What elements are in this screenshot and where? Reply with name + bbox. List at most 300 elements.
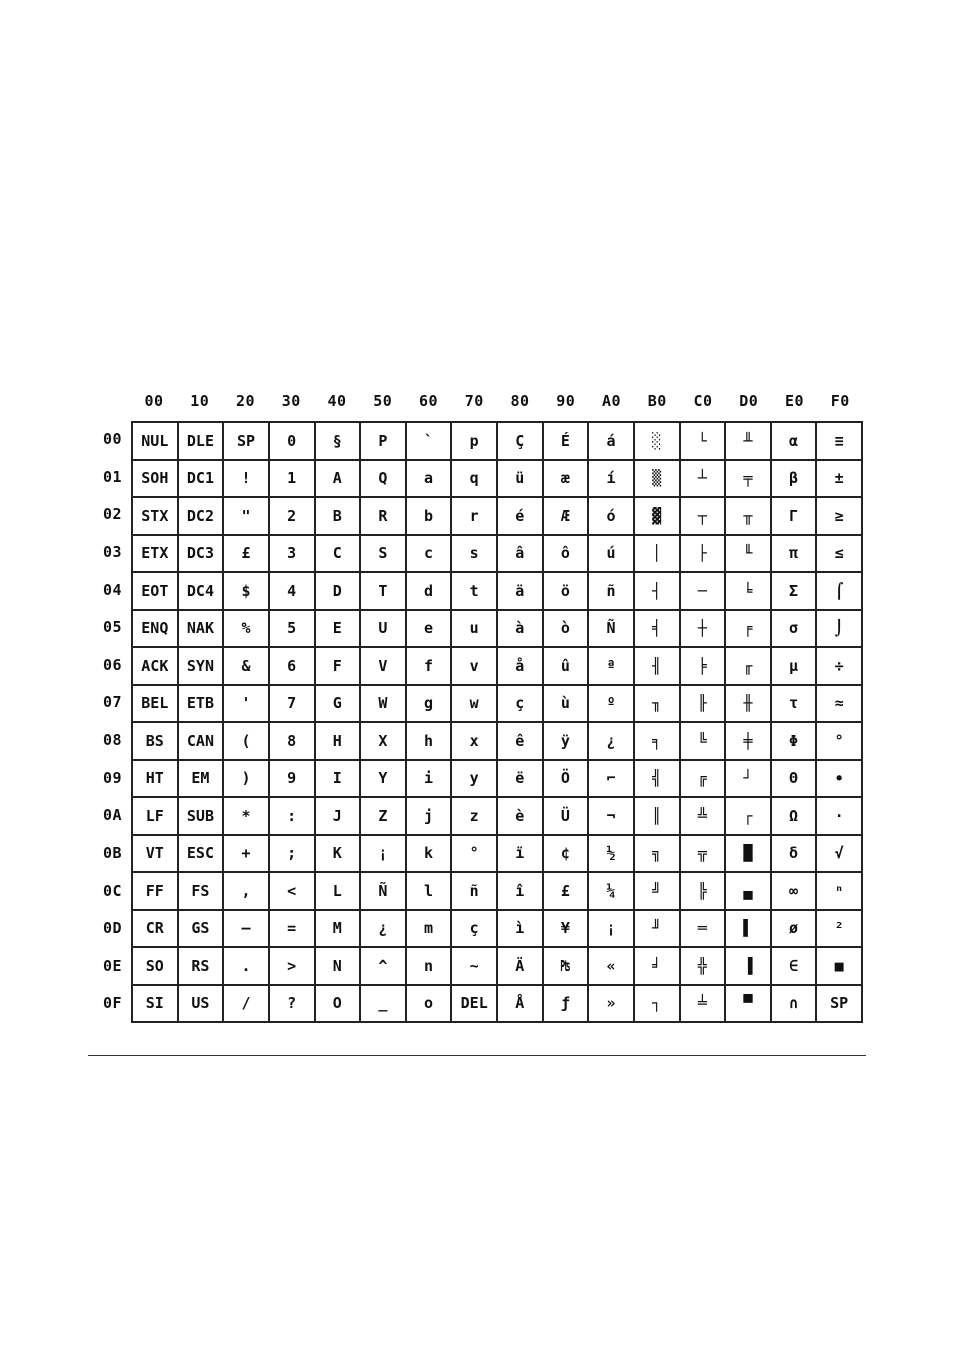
column-header-50: 50 <box>373 392 393 410</box>
row-header-01: 01 <box>102 467 122 486</box>
char-cell: î <box>497 872 543 910</box>
char-cell: Å <box>497 985 543 1023</box>
char-cell: ∙ <box>816 760 862 798</box>
table-row <box>132 985 862 1023</box>
char-cell: FF <box>132 872 178 910</box>
char-cell: µ <box>771 647 817 685</box>
char-cell: R <box>360 497 406 535</box>
char-cell: EOT <box>132 572 178 610</box>
char-cell: ╧ <box>680 985 726 1023</box>
char-cell: k <box>406 835 452 873</box>
char-cell: DEL <box>451 985 497 1023</box>
char-cell: DC4 <box>178 572 224 610</box>
char-cell: ▐ <box>725 947 771 985</box>
char-cell: RS <box>178 947 224 985</box>
char-cell: DC2 <box>178 497 224 535</box>
char-cell: ⌠ <box>816 572 862 610</box>
char-cell: └ <box>680 422 726 460</box>
char-cell: v <box>451 647 497 685</box>
char-cell: ═ <box>680 910 726 948</box>
char-cell: ▌ <box>725 910 771 948</box>
row-header-02: 02 <box>102 505 122 524</box>
char-cell: o <box>406 985 452 1023</box>
char-cell: ACK <box>132 647 178 685</box>
row-header-0F: 0F <box>102 994 122 1013</box>
char-cell: & <box>223 647 269 685</box>
char-cell: ƒ <box>543 985 589 1023</box>
char-cell: E <box>315 610 361 648</box>
character-code-table <box>131 421 863 1023</box>
char-cell: à <box>497 610 543 648</box>
char-cell: p <box>451 422 497 460</box>
char-cell: ╒ <box>725 610 771 648</box>
char-cell: ≤ <box>816 535 862 573</box>
table-row <box>132 797 862 835</box>
char-cell: ╢ <box>634 647 680 685</box>
char-cell: █ <box>725 835 771 873</box>
char-cell: Ç <box>497 422 543 460</box>
char-cell: ┤ <box>634 572 680 610</box>
char-cell: ┌ <box>725 797 771 835</box>
char-cell: ENQ <box>132 610 178 648</box>
char-cell: ╛ <box>634 947 680 985</box>
column-header-D0: D0 <box>739 392 759 410</box>
table-row <box>132 910 862 948</box>
char-cell: ° <box>451 835 497 873</box>
char-cell: z <box>451 797 497 835</box>
char-cell: V <box>360 647 406 685</box>
column-header-10: 10 <box>190 392 210 410</box>
char-cell: ì <box>497 910 543 948</box>
char-cell: N <box>315 947 361 985</box>
column-header-60: 60 <box>418 392 439 410</box>
table-row <box>132 460 862 498</box>
char-cell: ╤ <box>725 460 771 498</box>
char-cell: ¡ <box>360 835 406 873</box>
row-header-0B: 0B <box>102 843 122 862</box>
char-cell: ▓ <box>634 497 680 535</box>
char-cell: 7 <box>269 685 315 723</box>
char-cell: § <box>315 422 361 460</box>
char-cell: ╞ <box>680 647 726 685</box>
char-cell: å <box>497 647 543 685</box>
char-cell: A <box>315 460 361 498</box>
char-cell: c <box>406 535 452 573</box>
char-cell: ^ <box>360 947 406 985</box>
char-cell: _ <box>360 985 406 1023</box>
char-cell: y <box>451 760 497 798</box>
row-header-06: 06 <box>102 655 122 674</box>
row-header-05: 05 <box>102 618 122 637</box>
char-cell: J <box>315 797 361 835</box>
char-cell: 8 <box>269 722 315 760</box>
char-cell: £ <box>543 872 589 910</box>
char-cell: ■ <box>816 947 862 985</box>
char-cell: Ω <box>771 797 817 835</box>
table-row <box>132 947 862 985</box>
char-cell: ╪ <box>725 722 771 760</box>
column-header-F0: F0 <box>830 392 850 410</box>
char-cell: ª <box>588 647 634 685</box>
char-cell: DLE <box>178 422 224 460</box>
char-cell: ⌐ <box>588 760 634 798</box>
char-cell: x <box>451 722 497 760</box>
char-cell: ¢ <box>543 835 589 873</box>
char-cell: ETB <box>178 685 224 723</box>
char-cell: ú <box>588 535 634 573</box>
char-cell: ETX <box>132 535 178 573</box>
row-header-0C: 0C <box>102 881 122 900</box>
table-row <box>132 872 862 910</box>
table-row <box>132 535 862 573</box>
char-cell: ░ <box>634 422 680 460</box>
column-header-20: 20 <box>235 392 256 410</box>
column-header-70: 70 <box>464 392 484 410</box>
char-cell: Γ <box>771 497 817 535</box>
char-cell: b <box>406 497 452 535</box>
char-cell: w <box>451 685 497 723</box>
char-cell: á <box>588 422 634 460</box>
char-cell: F <box>315 647 361 685</box>
char-cell: S <box>360 535 406 573</box>
char-cell: ┴ <box>680 460 726 498</box>
char-cell: ¿ <box>360 910 406 948</box>
char-cell: P <box>360 422 406 460</box>
char-cell: BEL <box>132 685 178 723</box>
char-cell: ñ <box>588 572 634 610</box>
char-cell: ╫ <box>725 685 771 723</box>
char-cell: u <box>451 610 497 648</box>
char-cell: ╚ <box>680 722 726 760</box>
char-cell: a <box>406 460 452 498</box>
char-cell: ╗ <box>634 835 680 873</box>
char-cell: i <box>406 760 452 798</box>
row-header-09: 09 <box>102 768 122 787</box>
char-cell: s <box>451 535 497 573</box>
char-cell: ⌡ <box>816 610 862 648</box>
char-cell: ╥ <box>725 497 771 535</box>
char-cell: H <box>315 722 361 760</box>
column-header-40: 40 <box>327 392 347 410</box>
char-cell: l <box>406 872 452 910</box>
char-cell: FS <box>178 872 224 910</box>
char-cell: ║ <box>634 797 680 835</box>
char-cell: , <box>223 872 269 910</box>
char-cell: T <box>360 572 406 610</box>
char-cell: > <box>269 947 315 985</box>
char-cell: ñ <box>451 872 497 910</box>
char-cell: . <box>223 947 269 985</box>
char-cell: ê <box>497 722 543 760</box>
char-cell: h <box>406 722 452 760</box>
char-cell: τ <box>771 685 817 723</box>
char-cell: Y <box>360 760 406 798</box>
char-cell: ¡ <box>588 910 634 948</box>
char-cell: ç <box>497 685 543 723</box>
char-cell: δ <box>771 835 817 873</box>
char-cell: ⁿ <box>816 872 862 910</box>
char-cell: e <box>406 610 452 648</box>
char-cell: » <box>588 985 634 1023</box>
char-cell: ╖ <box>634 685 680 723</box>
char-cell: ╬ <box>680 947 726 985</box>
char-cell: M <box>315 910 361 948</box>
char-cell: ╡ <box>634 610 680 648</box>
char-cell: X <box>360 722 406 760</box>
char-cell: ╟ <box>680 685 726 723</box>
char-cell: ö <box>543 572 589 610</box>
char-cell: ┼ <box>680 610 726 648</box>
table-row <box>132 685 862 723</box>
char-cell: ≈ <box>816 685 862 723</box>
char-cell: NUL <box>132 422 178 460</box>
char-cell: ó <box>588 497 634 535</box>
char-cell: ┘ <box>725 760 771 798</box>
table-row <box>132 572 862 610</box>
char-cell: SUB <box>178 797 224 835</box>
char-cell: CR <box>132 910 178 948</box>
char-cell: ╩ <box>680 797 726 835</box>
char-cell: Ä <box>497 947 543 985</box>
char-cell: ╘ <box>725 572 771 610</box>
char-cell: < <box>269 872 315 910</box>
char-cell: ₧ <box>543 947 589 985</box>
char-cell: BS <box>132 722 178 760</box>
column-header-C0: C0 <box>693 392 713 410</box>
char-cell: ├ <box>680 535 726 573</box>
char-cell: B <box>315 497 361 535</box>
column-header-A0: A0 <box>601 392 622 410</box>
char-cell: ± <box>816 460 862 498</box>
char-cell: ∞ <box>771 872 817 910</box>
char-cell: ¿ <box>588 722 634 760</box>
char-cell: SYN <box>178 647 224 685</box>
char-cell: û <box>543 647 589 685</box>
char-cell: ; <box>269 835 315 873</box>
char-cell: / <box>223 985 269 1023</box>
char-cell: G <box>315 685 361 723</box>
row-header-0E: 0E <box>102 956 122 975</box>
char-cell: ¼ <box>588 872 634 910</box>
char-cell: ( <box>223 722 269 760</box>
char-cell: STX <box>132 497 178 535</box>
char-cell: π <box>771 535 817 573</box>
char-cell: ÿ <box>543 722 589 760</box>
char-cell: SOH <box>132 460 178 498</box>
char-cell: r <box>451 497 497 535</box>
char-cell: % <box>223 610 269 648</box>
char-cell: ╜ <box>634 910 680 948</box>
char-cell: ÷ <box>816 647 862 685</box>
column-header-B0: B0 <box>647 392 667 410</box>
char-cell: ø <box>771 910 817 948</box>
char-cell: ∈ <box>771 947 817 985</box>
row-header-0D: 0D <box>102 919 122 938</box>
char-cell: £ <box>223 535 269 573</box>
char-cell: GS <box>178 910 224 948</box>
char-cell: Ü <box>543 797 589 835</box>
char-cell: ½ <box>588 835 634 873</box>
char-cell: ╙ <box>725 535 771 573</box>
char-cell: ² <box>816 910 862 948</box>
char-cell: LF <box>132 797 178 835</box>
char-cell: ▄ <box>725 872 771 910</box>
char-cell: « <box>588 947 634 985</box>
char-cell: ô <box>543 535 589 573</box>
table-row <box>132 422 862 460</box>
char-cell: ┬ <box>680 497 726 535</box>
char-cell: K <box>315 835 361 873</box>
char-cell: f <box>406 647 452 685</box>
char-cell: 2 <box>269 497 315 535</box>
char-cell: VT <box>132 835 178 873</box>
page-divider <box>88 1055 866 1056</box>
row-header-0A: 0A <box>102 806 122 825</box>
char-cell: ° <box>816 722 862 760</box>
char-cell: SO <box>132 947 178 985</box>
char-cell: ≥ <box>816 497 862 535</box>
char-cell: é <box>497 497 543 535</box>
char-cell: – <box>223 910 269 948</box>
char-cell: ╨ <box>725 422 771 460</box>
column-header-row <box>131 392 863 414</box>
char-cell: ù <box>543 685 589 723</box>
table-row <box>132 610 862 648</box>
char-cell: ╣ <box>634 760 680 798</box>
char-cell: ┐ <box>634 985 680 1023</box>
char-cell: Æ <box>543 497 589 535</box>
char-cell: CAN <box>178 722 224 760</box>
char-cell: í <box>588 460 634 498</box>
char-cell: √ <box>816 835 862 873</box>
row-header-07: 07 <box>102 693 122 712</box>
char-cell: · <box>816 797 862 835</box>
char-cell: ) <box>223 760 269 798</box>
char-cell: É <box>543 422 589 460</box>
char-cell: ò <box>543 610 589 648</box>
char-cell: ≡ <box>816 422 862 460</box>
char-cell: SI <box>132 985 178 1023</box>
char-cell: â <box>497 535 543 573</box>
char-cell: C <box>315 535 361 573</box>
char-cell: 4 <box>269 572 315 610</box>
row-header-03: 03 <box>102 542 122 561</box>
char-cell: " <box>223 497 269 535</box>
char-cell: Z <box>360 797 406 835</box>
table-row <box>132 497 862 535</box>
char-cell: ▀ <box>725 985 771 1023</box>
char-cell: EM <box>178 760 224 798</box>
char-cell: Q <box>360 460 406 498</box>
char-cell: L <box>315 872 361 910</box>
char-cell: NAK <box>178 610 224 648</box>
char-cell: ' <box>223 685 269 723</box>
char-cell: ! <box>223 460 269 498</box>
char-cell: D <box>315 572 361 610</box>
table-row <box>132 760 862 798</box>
char-cell: g <box>406 685 452 723</box>
char-cell: US <box>178 985 224 1023</box>
char-cell: ü <box>497 460 543 498</box>
char-cell: 9 <box>269 760 315 798</box>
char-cell: ? <box>269 985 315 1023</box>
char-cell: ` <box>406 422 452 460</box>
char-cell: 6 <box>269 647 315 685</box>
char-cell: ä <box>497 572 543 610</box>
table-row <box>132 722 862 760</box>
column-header-90: 90 <box>556 392 576 410</box>
char-cell: HT <box>132 760 178 798</box>
char-cell: σ <box>771 610 817 648</box>
char-cell: DC1 <box>178 460 224 498</box>
char-cell: DC3 <box>178 535 224 573</box>
char-cell: ¥ <box>543 910 589 948</box>
char-cell: ╓ <box>725 647 771 685</box>
table-row <box>132 835 862 873</box>
char-cell: 5 <box>269 610 315 648</box>
char-cell: α <box>771 422 817 460</box>
char-cell: I <box>315 760 361 798</box>
char-cell: ë <box>497 760 543 798</box>
char-cell: ╝ <box>634 872 680 910</box>
char-cell: O <box>315 985 361 1023</box>
char-cell: ╔ <box>680 760 726 798</box>
table-row <box>132 647 862 685</box>
char-cell: n <box>406 947 452 985</box>
char-cell: + <box>223 835 269 873</box>
char-cell: q <box>451 460 497 498</box>
char-cell: ~ <box>451 947 497 985</box>
char-cell: * <box>223 797 269 835</box>
row-header-00: 00 <box>102 430 122 448</box>
char-cell: ï <box>497 835 543 873</box>
char-cell: Σ <box>771 572 817 610</box>
char-cell: U <box>360 610 406 648</box>
char-cell: ╕ <box>634 722 680 760</box>
char-cell: t <box>451 572 497 610</box>
column-header-E0: E0 <box>784 392 805 410</box>
char-cell: æ <box>543 460 589 498</box>
char-cell: 1 <box>269 460 315 498</box>
char-cell: β <box>771 460 817 498</box>
char-cell: ∩ <box>771 985 817 1023</box>
char-cell: ╦ <box>680 835 726 873</box>
char-cell: Ñ <box>588 610 634 648</box>
row-header-08: 08 <box>102 731 122 749</box>
column-header-30: 30 <box>281 392 301 410</box>
char-cell: Θ <box>771 760 817 798</box>
char-cell: è <box>497 797 543 835</box>
char-cell: ¬ <box>588 797 634 835</box>
char-cell: SP <box>223 422 269 460</box>
char-cell: m <box>406 910 452 948</box>
column-header-80: 80 <box>510 392 530 410</box>
char-cell: SP <box>816 985 862 1023</box>
char-cell: d <box>406 572 452 610</box>
char-cell: ç <box>451 910 497 948</box>
char-cell: º <box>588 685 634 723</box>
char-cell: Φ <box>771 722 817 760</box>
row-header-04: 04 <box>102 580 122 599</box>
char-cell: 0 <box>269 422 315 460</box>
char-cell: j <box>406 797 452 835</box>
char-cell: Ö <box>543 760 589 798</box>
char-cell: ─ <box>680 572 726 610</box>
char-cell: ╠ <box>680 872 726 910</box>
char-cell: $ <box>223 572 269 610</box>
char-cell: ▒ <box>634 460 680 498</box>
char-cell: 3 <box>269 535 315 573</box>
